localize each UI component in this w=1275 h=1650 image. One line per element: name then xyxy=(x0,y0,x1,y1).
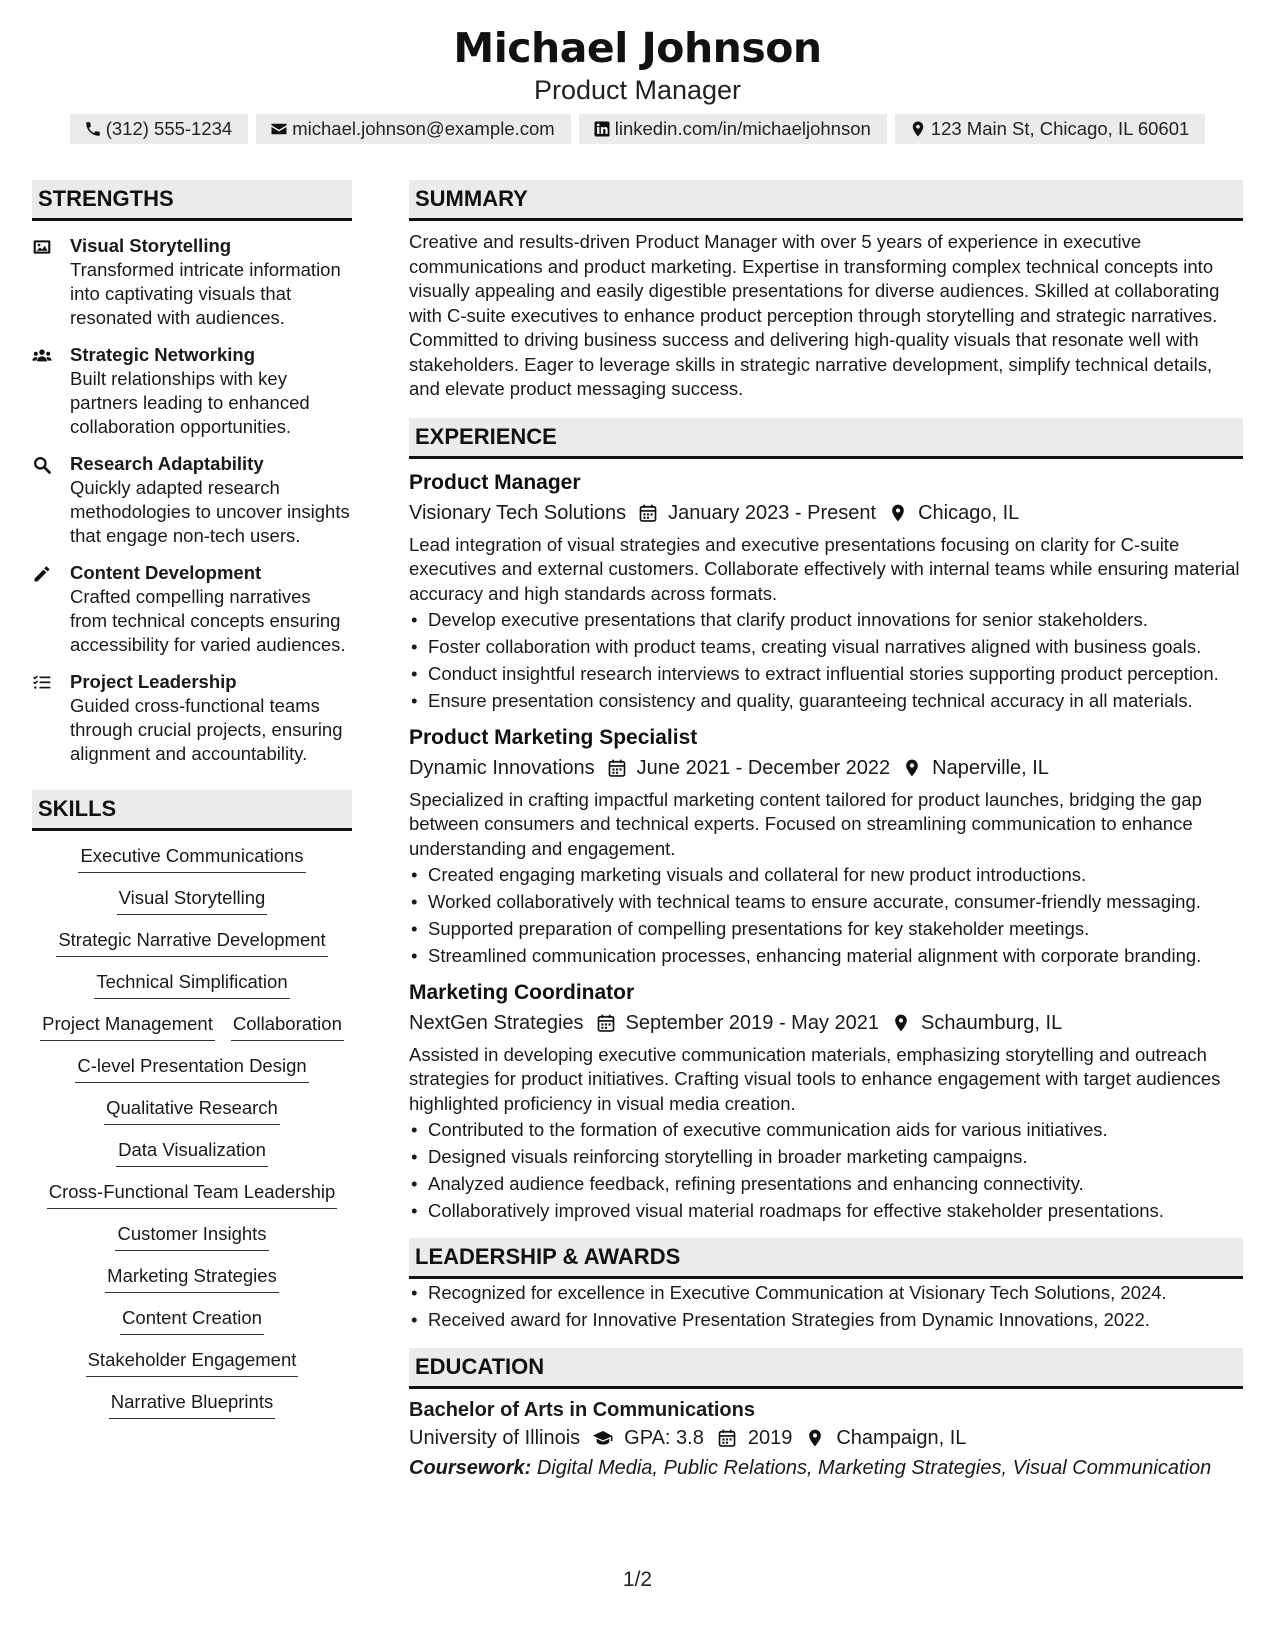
job-bullet: • Foster collaboration with product teams, creating visual narratives aligned with business goals. xyxy=(409,635,1243,660)
contact-email[interactable] xyxy=(256,114,571,144)
job-dates: September 2019 - May 2021 xyxy=(625,1011,880,1034)
skill-tag: Narrative Blueprints xyxy=(109,1390,275,1419)
strength-desc: Transformed intricate information into captivating visuals that resonated with audiences. xyxy=(70,259,341,328)
education-location: Champaign, IL xyxy=(836,1427,967,1449)
skill-tag: C-level Presentation Design xyxy=(75,1054,308,1083)
job-dates: January 2023 - Present xyxy=(668,501,877,524)
calendar-icon xyxy=(596,1013,616,1033)
users-icon xyxy=(32,346,52,366)
strength-item xyxy=(32,343,352,439)
job-meta xyxy=(409,754,1243,782)
job-location: Schaumburg, IL xyxy=(921,1011,1063,1034)
skill-tag: Technical Simplification xyxy=(94,970,289,999)
award-item: • Recognized for excellence in Executive Communication at Visionary Tech Solutions, 2024. xyxy=(409,1281,1243,1306)
contact-linkedin[interactable] xyxy=(579,114,887,144)
contact-phone[interactable] xyxy=(70,114,249,144)
job-meta xyxy=(409,499,1243,527)
contact-linkedin-text: linkedin.com/in/michaeljohnson xyxy=(614,118,871,139)
skill-tag: Customer Insights xyxy=(115,1222,268,1251)
job-title: Marketing Coordinator xyxy=(409,980,635,1004)
job-bullet: • Streamlined communication processes, enhancing material alignment with corporate branding. xyxy=(409,944,1243,969)
strength-title: Research Adaptability xyxy=(70,453,264,474)
skill-tag: Strategic Narrative Development xyxy=(56,928,327,957)
strength-item xyxy=(32,234,352,330)
coursework-list: Digital Media, Public Relations, Marketing Strategies, Visual Communication xyxy=(536,1457,1212,1479)
education-degree: Bachelor of Arts in Communications xyxy=(409,1399,755,1421)
map-pin-icon xyxy=(888,503,908,523)
job-bullet: • Contributed to the formation of executive communication aids for various initiatives. xyxy=(409,1118,1243,1143)
job-location: Chicago, IL xyxy=(918,501,1020,524)
job-bullet: • Supported preparation of compelling presentations for key stakeholder meetings. xyxy=(409,917,1243,942)
skill-tag: Qualitative Research xyxy=(104,1096,280,1125)
skills-heading: SKILLS xyxy=(32,790,352,831)
search-icon xyxy=(32,455,52,475)
contact-address-text: 123 Main St, Chicago, IL 60601 xyxy=(930,118,1190,139)
skill-tag: Visual Storytelling xyxy=(117,886,268,915)
strength-item xyxy=(32,561,352,657)
job-company: NextGen Strategies xyxy=(409,1011,584,1034)
education-heading: EDUCATION xyxy=(409,1348,1243,1389)
contact-phone-text: (312) 555-1234 xyxy=(105,118,233,139)
job-entry xyxy=(409,469,1243,714)
job-bullets xyxy=(409,1118,1243,1224)
job-bullet: • Analyzed audience feedback, refining presentations and enhancing connectivity. xyxy=(409,1172,1243,1197)
calendar-icon xyxy=(716,1428,738,1448)
strength-desc: Built relationships with key partners leading to enhanced collaboration opportunities. xyxy=(70,368,310,437)
skill-tag: Content Creation xyxy=(120,1306,264,1335)
strength-title: Project Leadership xyxy=(70,671,237,692)
job-location: Naperville, IL xyxy=(932,756,1049,779)
awards-list xyxy=(409,1281,1243,1333)
job-title: Product Marketing Specialist xyxy=(409,725,698,749)
contact-address xyxy=(895,114,1206,144)
job-bullet: • Ensure presentation consistency and quality, guaranteeing technical accuracy in all materials. xyxy=(409,689,1243,714)
strength-title: Content Development xyxy=(70,562,262,583)
strength-item xyxy=(32,670,352,766)
job-bullet: • Created engaging marketing visuals and collateral for new product introductions. xyxy=(409,863,1243,888)
contact-email-text: michael.johnson@example.com xyxy=(292,118,555,139)
skill-tag: Executive Communications xyxy=(78,844,305,873)
job-description: Specialized in crafting impactful marketing content tailored for product launches, bridging the gap between consumers and technical experts. Focused on streamlining communication to enhance understanding and engagement. xyxy=(409,788,1202,859)
strength-desc: Guided cross-functional teams through crucial projects, ensuring alignment and accountability. xyxy=(70,695,343,764)
list-check-icon xyxy=(32,673,52,693)
awards-heading: LEADERSHIP & AWARDS xyxy=(409,1238,1243,1279)
map-pin-icon xyxy=(902,758,922,778)
job-bullet: • Designed visuals reinforcing storytelling in broader marketing campaigns. xyxy=(409,1145,1243,1170)
job-company: Visionary Tech Solutions xyxy=(409,501,627,524)
job-bullet: • Develop executive presentations that clarify product innovations for senior stakeholders. xyxy=(409,608,1243,633)
strength-desc: Crafted compelling narratives from technical concepts ensuring accessibility for varied audiences. xyxy=(70,586,346,655)
map-pin-icon xyxy=(804,1428,826,1448)
envelope-icon xyxy=(270,120,288,138)
job-bullets xyxy=(409,863,1243,969)
pencil-icon xyxy=(32,564,52,584)
coursework-label: Coursework: xyxy=(409,1457,532,1479)
strength-item xyxy=(32,452,352,548)
education-meta xyxy=(409,1424,1243,1452)
map-pin-icon xyxy=(891,1013,911,1033)
job-meta xyxy=(409,1009,1243,1037)
strengths-heading: STRENGTHS xyxy=(32,180,352,221)
summary-text: Creative and results-driven Product Manager with over 5 years of experience in executive communications and product marketing. Expertise in transforming complex technical concepts into visually appealing and easily digestible presentations for diverse audiences. Skilled at collaborating with C-suite executives to enhance product perception through storytelling and strategic narratives. Committed to driving business success and delivering high-quality visuals that resonate well with stakeholders. Eager to leverage skills in strategic narrative development, simplify technical details, and elevate product messaging success. xyxy=(409,231,1220,399)
job-dates: June 2021 - December 2022 xyxy=(636,756,891,779)
strength-desc: Quickly adapted research methodologies to uncover insights that engage non-tech users. xyxy=(70,477,350,546)
map-pin-icon xyxy=(909,120,927,138)
job-entry xyxy=(409,724,1243,969)
skill-tag: Cross-Functional Team Leadership xyxy=(47,1180,338,1209)
candidate-title: Product Manager xyxy=(533,75,742,105)
graduation-cap-icon xyxy=(592,1428,614,1448)
linkedin-icon xyxy=(593,120,611,138)
job-description: Assisted in developing executive communication materials, emphasizing storytelling and outreach strategies for product initiatives. Crafting visual tools to enhance engagement with target audiences highlighted proficiency in visual media creation. xyxy=(409,1043,1221,1114)
resume-header xyxy=(0,0,1275,144)
skill-tag: Marketing Strategies xyxy=(105,1264,279,1293)
right-column xyxy=(409,180,1243,1483)
skills-list xyxy=(32,844,352,1432)
education-school: University of Illinois xyxy=(409,1427,581,1449)
job-title: Product Manager xyxy=(409,470,581,494)
image-icon xyxy=(32,237,52,257)
contact-bar xyxy=(0,114,1275,144)
job-description: Lead integration of visual strategies and executive presentations focusing on clarity for C-suite executives and external customers. Collaborate effectively with internal teams while ensuring material accuracy and high standards across formats. xyxy=(409,533,1240,604)
strength-title: Strategic Networking xyxy=(70,344,256,365)
strength-title: Visual Storytelling xyxy=(70,235,232,256)
skill-tag: Data Visualization xyxy=(116,1138,268,1167)
job-company: Dynamic Innovations xyxy=(409,756,595,779)
calendar-icon xyxy=(638,503,658,523)
award-item: • Received award for Innovative Presentation Strategies from Dynamic Innovations, 2022. xyxy=(409,1308,1243,1333)
skill-tag: Stakeholder Engagement xyxy=(86,1348,299,1377)
phone-icon xyxy=(84,120,102,138)
education-coursework xyxy=(409,1453,1243,1483)
calendar-icon xyxy=(607,758,627,778)
experience-heading: EXPERIENCE xyxy=(409,418,1243,459)
education-gpa: GPA: 3.8 xyxy=(624,1427,704,1449)
left-column xyxy=(32,180,352,1432)
page-number: 1/2 xyxy=(622,1568,653,1591)
candidate-name: Michael Johnson xyxy=(453,24,822,72)
job-bullet: • Conduct insightful research interviews to extract influential stories supporting product perception. xyxy=(409,662,1243,687)
skill-tag: Collaboration xyxy=(231,1012,344,1041)
job-bullet: • Collaboratively improved visual material roadmaps for effective stakeholder presentations. xyxy=(409,1199,1243,1224)
summary-heading: SUMMARY xyxy=(409,180,1243,221)
job-entry xyxy=(409,979,1243,1224)
job-bullet: • Worked collaboratively with technical teams to ensure accurate, consumer-friendly messaging. xyxy=(409,890,1243,915)
job-bullets xyxy=(409,608,1243,714)
education-year: 2019 xyxy=(747,1427,793,1449)
skill-tag: Project Management xyxy=(40,1012,215,1041)
